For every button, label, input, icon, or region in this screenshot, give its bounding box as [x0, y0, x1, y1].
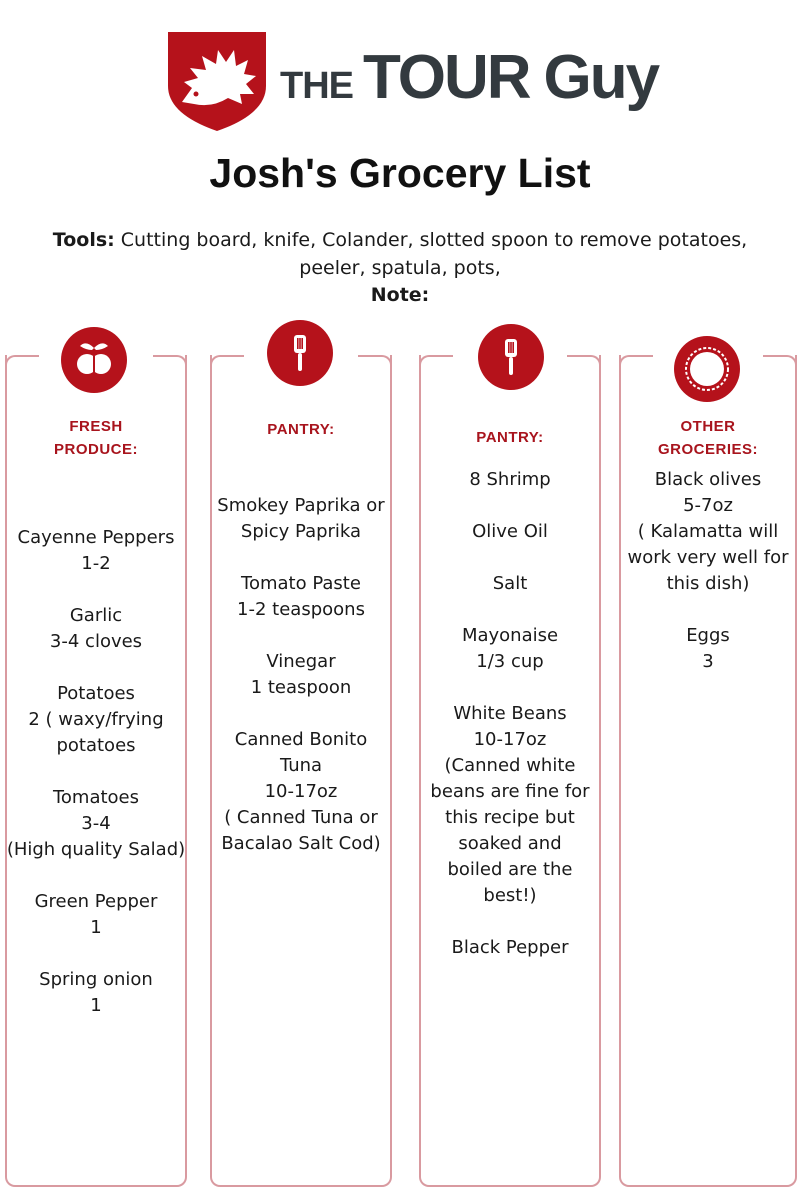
item-name: Vinegar [266, 651, 336, 672]
hedgehog-shield-icon [164, 28, 270, 133]
list-item [5, 967, 187, 1019]
logo-the: THE [280, 65, 353, 107]
logo-tour: TOUR [363, 43, 530, 112]
item-detail: work very well for [627, 547, 789, 568]
item-detail: 1-2 teaspoons [237, 599, 365, 620]
list-item [5, 525, 187, 577]
item-detail: potatoes [56, 735, 136, 756]
item-detail: 5-7oz [683, 495, 733, 516]
item-name: Mayonaise [461, 625, 559, 646]
list-item [5, 785, 187, 863]
item-name: Canned Bonito [234, 729, 368, 750]
column-4-heading-line-1: OTHER [680, 418, 736, 435]
list-item [5, 681, 187, 759]
tools-line [30, 226, 770, 282]
logo-guy: Guy [543, 43, 659, 112]
column-1-heading-line-1: FRESH [69, 418, 123, 435]
item-name: Garlic [69, 605, 123, 626]
item-detail: (Canned white [444, 755, 576, 776]
item-detail: ( Kalamatta will [637, 521, 779, 542]
column-2-badge [267, 320, 333, 386]
item-name: Eggs [686, 625, 730, 646]
list-item [210, 727, 392, 857]
list-item [210, 649, 392, 701]
item-name: Tomatoes [52, 787, 140, 808]
column-1-items [5, 525, 187, 1045]
item-name: Tomato Paste [241, 573, 361, 594]
item-detail: best!) [483, 885, 537, 906]
item-detail: this recipe but [445, 807, 575, 828]
item-detail: 3-4 cloves [49, 631, 143, 652]
item-detail: beans are fine for [430, 781, 590, 802]
column-4-heading-line-2: GROCERIES: [657, 441, 758, 458]
item-name: Spring onion [39, 969, 153, 990]
column-4-badge [674, 336, 740, 402]
item-detail: boiled are the [447, 859, 573, 880]
item-detail: 2 ( waxy/frying [28, 709, 164, 730]
note-label: Note: [370, 284, 430, 306]
item-name: Smokey Paprika or [217, 495, 385, 516]
item-detail: 1 [90, 917, 102, 938]
item-name: Olive Oil [472, 521, 548, 542]
list-item [419, 701, 601, 909]
column-2-heading [210, 418, 392, 441]
item-detail: 10-17oz [473, 729, 547, 750]
list-item [5, 889, 187, 941]
column-3-heading [419, 426, 601, 449]
tools-text: Cutting board, knife, Colander, slotted spoon to remove potatoes, peeler, spatula, pots, [114, 229, 748, 279]
item-detail: Bacalao Salt Cod) [221, 833, 381, 854]
item-name: Potatoes [57, 683, 135, 704]
spatula-icon [278, 331, 322, 375]
item-name: Green Pepper [34, 891, 158, 912]
list-item [619, 467, 797, 597]
item-detail: (High quality Salad) [6, 839, 186, 860]
column-3-heading-line-1: PANTRY: [476, 429, 544, 446]
column-4-items [619, 467, 797, 701]
item-detail: soaked and [458, 833, 562, 854]
list-item [419, 467, 601, 493]
item-detail: 3-4 [81, 813, 111, 834]
logo-wordmark [280, 42, 658, 122]
list-item [5, 603, 187, 655]
item-name: Cayenne Peppers [17, 527, 175, 548]
column-1-heading-line-2: PRODUCE: [53, 441, 138, 458]
column-4-heading [619, 415, 797, 461]
item-name: Salt [492, 573, 528, 594]
item-detail: 1-2 [81, 553, 111, 574]
item-name: White Beans [453, 703, 567, 724]
tools-label: Tools: [52, 229, 115, 251]
list-item [210, 493, 392, 545]
list-item [419, 935, 601, 961]
tour-guy-logo [164, 28, 659, 133]
item-detail: this dish) [666, 573, 750, 594]
column-2-items [210, 493, 392, 883]
list-item [419, 571, 601, 597]
item-name: Black Pepper [451, 937, 569, 958]
item-name: 8 Shrimp [469, 469, 551, 490]
column-3-badge [478, 324, 544, 390]
produce-icon [72, 338, 116, 382]
list-item [419, 623, 601, 675]
spatula-icon [489, 335, 533, 379]
list-item [210, 571, 392, 623]
column-2-heading-line-1: PANTRY: [267, 421, 335, 438]
column-1-badge [61, 327, 127, 393]
item-detail: 1 [90, 995, 102, 1016]
item-detail: 3 [702, 651, 714, 672]
item-detail: ( Canned Tuna or [224, 807, 378, 828]
column-3-items [419, 467, 601, 987]
list-item [619, 623, 797, 675]
item-detail: Spicy Paprika [240, 521, 362, 542]
item-detail: 1 teaspoon [250, 677, 352, 698]
plate-icon [682, 344, 732, 394]
item-detail: Tuna [279, 755, 323, 776]
item-name: Black olives [654, 469, 762, 490]
item-detail: 1/3 cup [476, 651, 544, 672]
page-title: Josh's Grocery List [209, 150, 591, 196]
item-detail: 10-17oz [264, 781, 338, 802]
column-1-heading [5, 415, 187, 461]
list-item [419, 519, 601, 545]
